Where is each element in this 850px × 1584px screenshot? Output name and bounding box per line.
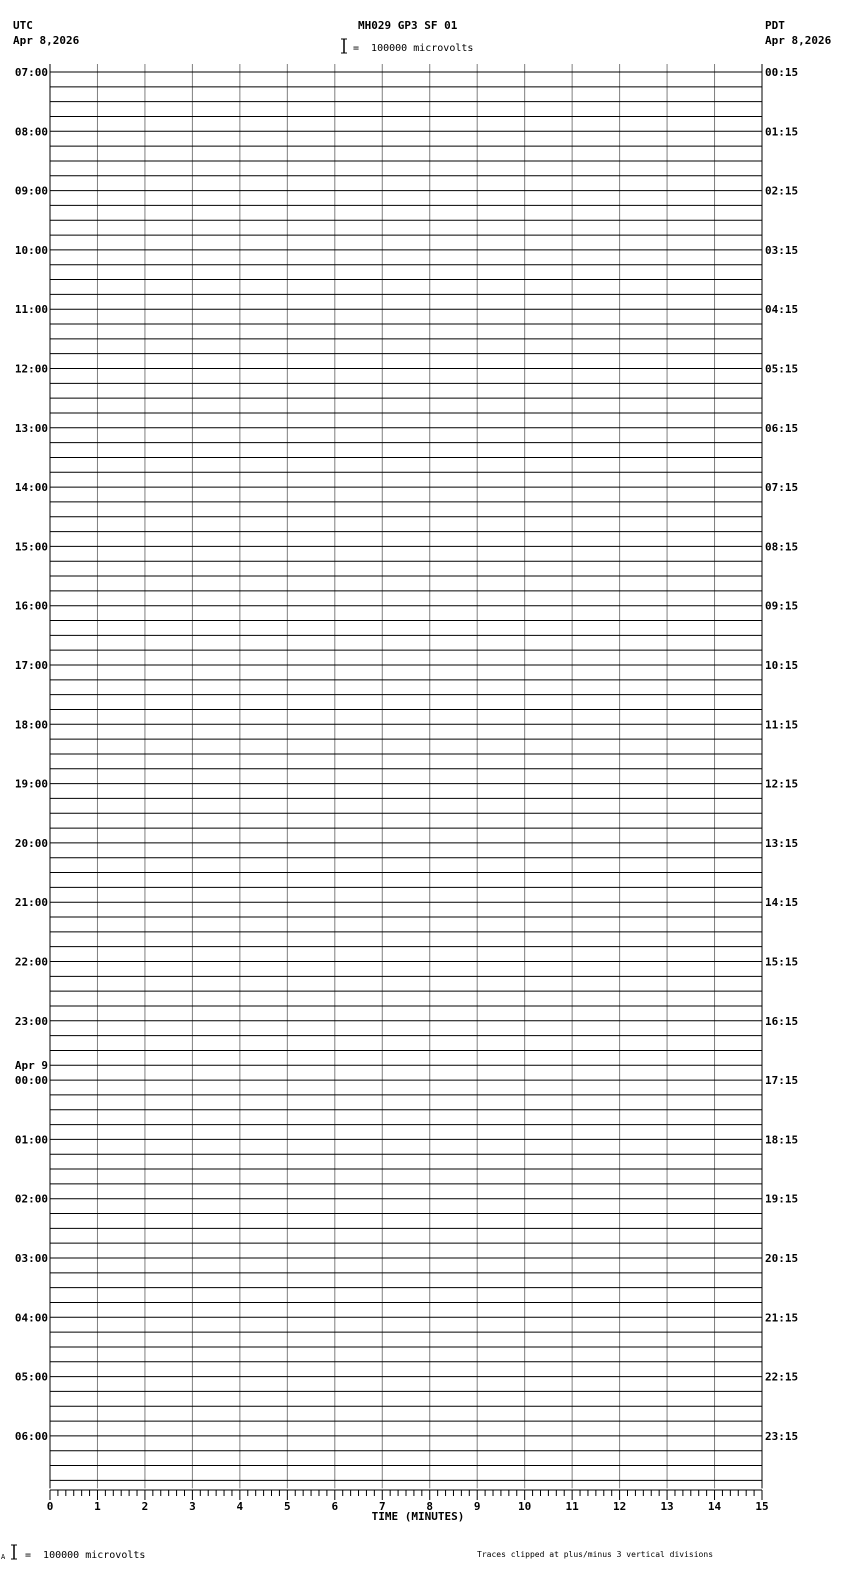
utc-hour-label: 16:00	[14, 599, 48, 613]
utc-hour-label: 20:00	[14, 836, 48, 850]
pdt-hour-label: 05:15	[765, 362, 799, 376]
utc-label: UTC	[13, 19, 33, 32]
pdt-hour-label: 13:15	[765, 836, 799, 850]
pdt-hour-label: 22:15	[765, 1370, 799, 1384]
x-tick-label: 12	[612, 1500, 627, 1513]
utc-hour-label: 00:00	[14, 1074, 48, 1088]
pdt-hour-label: 08:15	[765, 540, 799, 554]
utc-hour-label: 14:00	[14, 481, 48, 495]
pdt-hour-label: 10:15	[765, 659, 799, 672]
pdt-hour-label: 17:15	[765, 1074, 799, 1088]
utc-hour-label: 21:00	[14, 896, 48, 910]
pdt-hour-label: 20:15	[765, 1252, 799, 1265]
pdt-hour-label: 21:15	[765, 1311, 799, 1325]
x-tick-label: 8	[426, 1500, 434, 1513]
pdt-hour-label: 01:15	[765, 125, 799, 139]
pdt-hour-label: 00:15	[765, 66, 799, 79]
utc-hour-label: 07:00	[14, 66, 48, 79]
x-tick-label: 1	[94, 1500, 101, 1513]
utc-hour-label: 01:00	[14, 1133, 48, 1147]
footer-scale-bar-icon	[10, 1544, 18, 1560]
utc-hour-label: 19:00	[14, 777, 48, 791]
x-tick-label: 2	[141, 1500, 149, 1513]
utc-hour-label: 09:00	[14, 184, 48, 198]
station-title: MH029 GP3 SF 01	[358, 19, 458, 32]
utc-hour-label: 23:00	[14, 1014, 48, 1028]
clip-note: Traces clipped at plus/minus 3 vertical divisions	[477, 1550, 714, 1559]
utc-hour-label: 02:00	[14, 1192, 48, 1206]
utc-hour-label: 12:00	[14, 362, 48, 376]
utc-hour-label: 15:00	[14, 540, 48, 554]
x-axis-title: TIME (MINUTES)	[371, 1510, 465, 1523]
x-tick-label: 11	[565, 1500, 579, 1513]
x-tick-label: 0	[46, 1500, 54, 1513]
pdt-hour-label: 11:15	[765, 718, 799, 732]
pdt-date-label: Apr 8,2026	[765, 34, 832, 47]
pdt-hour-label: 09:15	[765, 599, 799, 613]
utc-hour-label: 11:00	[14, 303, 48, 317]
pdt-hour-label: 19:15	[765, 1192, 799, 1206]
pdt-hour-label: 07:15	[765, 481, 799, 495]
x-tick-label: 14	[707, 1500, 722, 1513]
pdt-hour-label: 16:15	[765, 1014, 799, 1028]
x-tick-label: 4	[236, 1500, 244, 1513]
footer-scale-label: = 100000 microvolts	[25, 1550, 146, 1561]
x-tick-label: 15	[755, 1500, 769, 1513]
utc-hour-label: 13:00	[14, 421, 48, 435]
x-tick-label: 13	[660, 1500, 674, 1513]
utc-hour-label: 10:00	[14, 243, 48, 257]
date-marker-label: Apr 9	[14, 1059, 48, 1073]
utc-hour-label: 03:00	[14, 1252, 48, 1265]
x-tick-label: 3	[189, 1500, 196, 1513]
utc-hour-label: 06:00	[14, 1429, 48, 1443]
pdt-hour-label: 15:15	[765, 955, 799, 969]
pdt-hour-label: 18:15	[765, 1133, 799, 1147]
pdt-hour-label: 06:15	[765, 421, 799, 435]
utc-hour-label: 17:00	[14, 659, 48, 672]
pdt-label: PDT	[765, 19, 785, 32]
pdt-hour-label: 12:15	[765, 777, 799, 791]
utc-hour-label: 22:00	[14, 955, 48, 969]
x-tick-label: 5	[284, 1500, 291, 1513]
utc-date-label: Apr 8,2026	[13, 34, 80, 47]
pdt-hour-label: 03:15	[765, 243, 799, 257]
utc-hour-label: 18:00	[14, 718, 48, 732]
utc-hour-label: 05:00	[14, 1370, 48, 1384]
pdt-hour-label: 23:15	[765, 1429, 799, 1443]
x-tick-label: 10	[518, 1500, 532, 1513]
footer-scale-prefix: A	[1, 1553, 6, 1561]
scale-label: = 100000 microvolts	[353, 43, 474, 54]
utc-hour-label: 08:00	[14, 125, 48, 139]
utc-hour-label: 04:00	[14, 1311, 48, 1325]
pdt-hour-label: 14:15	[765, 896, 799, 910]
pdt-hour-label: 02:15	[765, 184, 799, 198]
pdt-hour-label: 04:15	[765, 303, 799, 317]
x-tick-label: 6	[331, 1500, 339, 1513]
x-tick-label: 9	[473, 1500, 481, 1513]
x-tick-label: 7	[378, 1500, 386, 1513]
